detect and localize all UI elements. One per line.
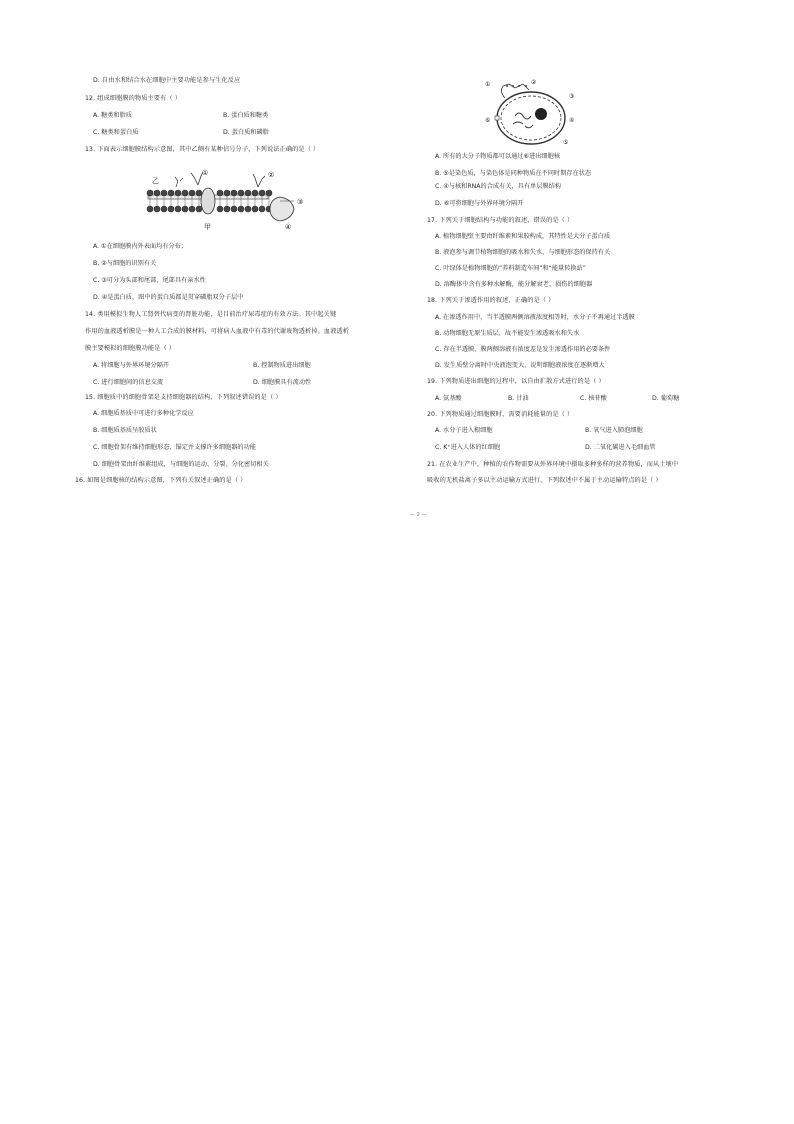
q12-option-c: C. 糖类和蛋白质 [93,129,139,136]
q20-option-b: B. 氧气进入肺泡细胞 [585,427,643,434]
q18-option-c: C. 存在半透膜、膜两侧溶液有浓度差是发生渗透作用的必要条件 [435,346,611,353]
q16-stem: 16. 如图是细胞核的结构示意图，下列有关叙述正确的是（ ） [75,477,247,484]
q15-stem: 15. 细胞质中的细胞骨架是支持细胞器的结构，下列叙述错误的是（ ） [85,394,282,401]
q14-option-d: D. 细胞膜具有流动性 [253,379,312,386]
chromatin [513,113,533,128]
q18-option-a: A. 在渗透作用中，当半透膜两侧溶液浓度相等时，水分子不再通过半透膜 [435,314,635,321]
q11-option-d: D. 自由水和结合水在细胞中主要功能是参与生化反应 [93,77,241,84]
label-5: ⑤ [563,139,569,146]
signal-molecule [175,177,183,187]
q13-stem: 13. 下面表示细胞膜结构示意图，其中乙侧有某种信号分子，下列说法正确的是（ ） [85,146,320,153]
q14-stem-line1: 14. 类用模拟生物人工肾替代病变的肾脏功能，是目前治疗尿毒症的有效方法。其中起关键 [85,311,337,318]
q17-option-d: D. 溶酶体中含有多种水解酶，能分解衰老、损伤的细胞器 [435,281,593,288]
membrane-diagram [140,163,320,233]
nucleus-diagram-svg [485,78,585,148]
q14-option-a: A. 将细胞与外界环境分隔开 [93,362,170,369]
label-yi: 乙 [152,177,159,185]
label-jia: 甲 [204,223,211,231]
label-6: ⑥ [485,117,491,124]
nuclear-pore [495,116,499,120]
label-2: ② [268,171,275,179]
label-2: ② [531,79,537,86]
q16-option-b: B. ⑤是染色质，与染色体是同种物质在不同时期存在状态 [435,170,592,177]
q21-stem-line1: 21. 在农业生产中，种植的农作物需要从外界环境中摄取多种多样的营养物质，而从土壤中 [427,461,679,468]
q12-option-a: A. 糖类和脂质 [93,112,132,119]
q20-option-c: C. K⁺进入人体的红细胞 [435,444,501,451]
q18-option-b: B. 动物细胞无原生质层，故不能发生渗透吸水和失水 [435,330,580,337]
q14-option-c: C. 进行细胞间的信息交流 [93,379,164,386]
q17-option-c: C. 叶绿体是植物细胞的“养料制造车间”和“能量转换站” [435,265,587,272]
channel-protein [201,188,215,214]
q13-option-a: A. ①在细胞膜内外表面均有分布； [93,243,188,250]
protein-4 [270,197,294,221]
q15-option-b: B. 细胞质基质呈胶质状 [93,427,157,434]
inner-membrane [501,96,561,140]
q12-option-d: D. 蛋白质和磷脂 [223,129,269,136]
q19-stem: 19. 下列物质进出细胞的过程中，以自由扩散方式进行的是（ ） [427,378,605,385]
q16-option-c: C. ④与核和RNA的合成有关，具有单层膜结构 [435,183,561,190]
q16-option-d: D. ⑥可将细胞与外界环境分隔开 [435,200,524,207]
glycolipid-2 [253,174,265,187]
q12-stem: 12. 组成细胞膜的物质主要有（ ） [85,95,182,102]
q15-option-d: D. 细胞骨架由纤维素组成，与细胞的运动、分裂、分化密切相关 [93,461,269,468]
q20-option-d: D. 二氧化碳进入毛细血管 [585,444,656,451]
q13-option-b: B. ②与细胞的识别有关 [93,260,157,267]
membrane-diagram-svg [140,163,320,233]
label-3: ③ [297,198,304,206]
q20-stem: 20. 下列物质通过细胞膜时，需要消耗能量的是（ ） [427,411,574,418]
endoplasmic-reticulum [501,84,529,98]
q19-option-c: C. 核苷酸 [580,395,607,402]
q12-option-b: B. 蛋白质和糖类 [223,112,269,119]
q19-option-b: B. 甘油 [508,395,529,402]
q19-option-a: A. 氨基酸 [435,395,462,402]
q21-stem-line2: 吸收的无机盐离子多以主动运输方式进行，下列叙述中不属于主动运输特点的是（ ） [427,477,662,484]
q14-option-b: B. 控制物质进出细胞 [253,362,311,369]
q16-option-a: A. 所有的大分子物质都可以通过⑥进出细胞核 [435,153,560,160]
label-3: ③ [569,93,575,100]
q17-stem: 17. 下列关于细胞结构与功能的叙述，错误的是（ ） [427,217,574,224]
nucleolus [535,108,547,120]
q15-option-c: C. 细胞骨架有维持细胞形态、锚定并支撑许多细胞器的功能 [93,444,256,451]
q15-option-a: A. 细胞质基质中可进行多种化学反应 [93,410,194,417]
label-4: ④ [285,223,292,231]
outer-membrane [497,92,565,144]
label-1: ① [202,169,209,177]
q13-option-c: C. ③可分为头部和尾部，尾部具有亲水性 [93,277,206,284]
page-number: — 2 — [410,512,427,518]
q17-option-b: B. 液泡参与调节植物细胞的吸水和失水，与细胞形态的保持有关 [435,249,611,256]
q14-stem-line3: 膜主要模拟的细胞膜功能是（ ） [85,345,176,352]
q18-stem: 18. 下列关于渗透作用的叙述，正确的是（ ） [427,297,555,304]
q13-option-d: D. ④是蛋白质，图中的蛋白质都是贯穿磷脂双分子层中 [93,294,244,301]
label-1: ① [485,81,491,88]
q14-stem-line2: 作用的血液透析膜是一种人工合成的膜材料，可将病人血液中有毒的代谢废物透析掉。血液透析 [85,328,350,335]
label-4: ④ [569,117,575,124]
q19-option-d: D. 葡萄糖 [652,395,680,402]
q17-option-a: A. 植物细胞壁主要由纤维素和果胶构成，其特性是大分子蛋白质 [435,233,611,240]
q20-option-a: A. 水分子进入根细胞 [435,427,493,434]
nucleus-diagram [485,78,585,148]
q18-option-d: D. 发生质壁分离时中央液泡变大，说明细胞液浓度在逐渐增大 [435,362,605,369]
